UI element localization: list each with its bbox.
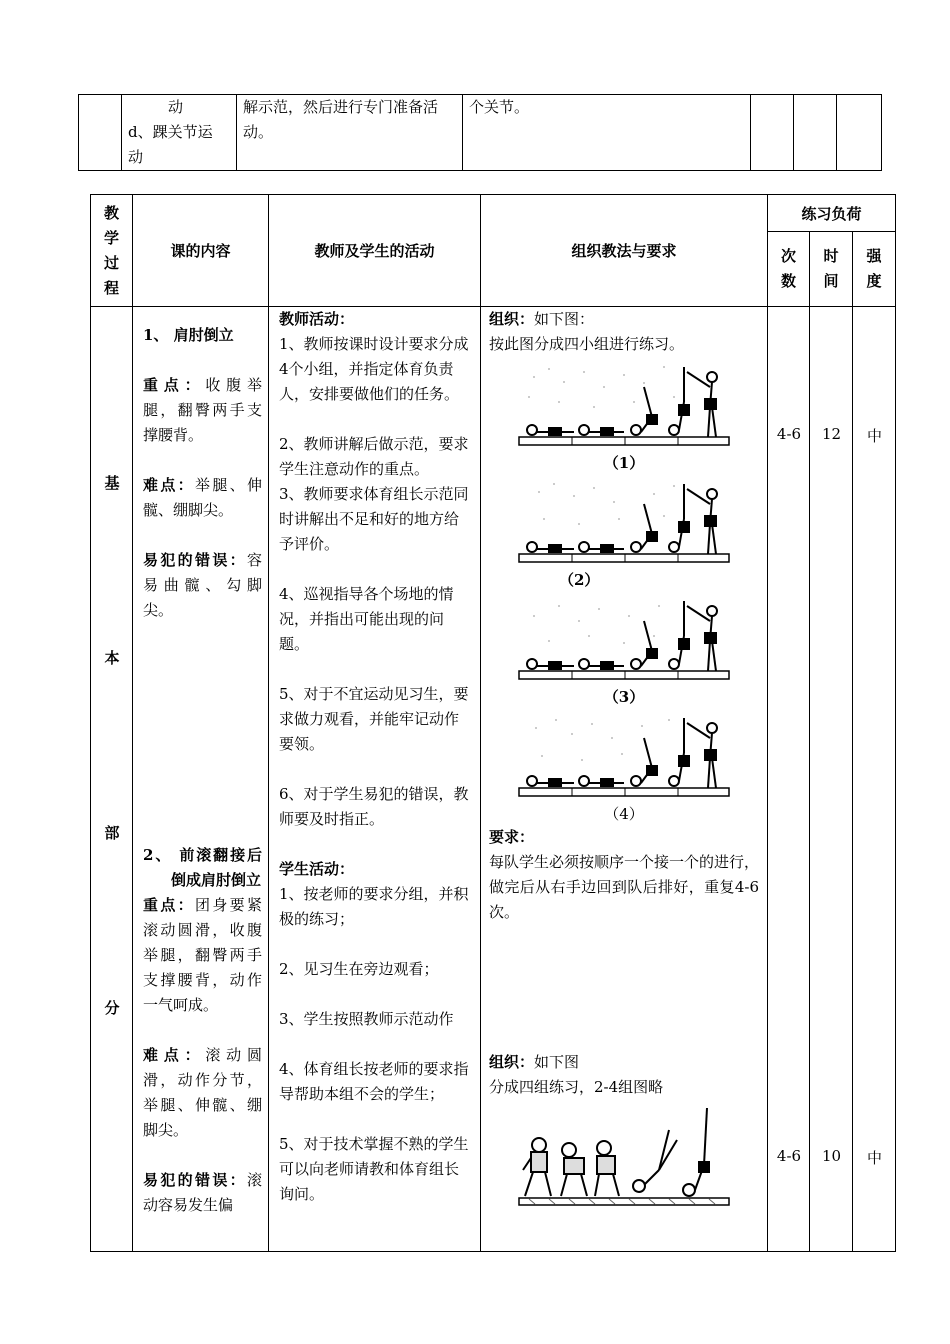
top-activity-line: 动。 — [243, 123, 274, 141]
header-activity: 教师及学生的活动 — [269, 195, 481, 307]
stage-char: 部 — [104, 824, 120, 842]
intensity-cell — [853, 307, 896, 1252]
top-method-cell — [463, 95, 751, 171]
times-value: 4-6 — [776, 425, 802, 443]
org1-line2: 按此图分成四小组进行练习。 — [489, 335, 685, 353]
shoulder-stand-figure-2 — [504, 474, 744, 569]
intensity-value: 中 — [866, 1149, 882, 1167]
duration-cell — [810, 307, 853, 1252]
method-cell — [481, 307, 768, 1252]
content-cell — [133, 307, 269, 1252]
shoulder-stand-figure-4 — [504, 708, 744, 803]
teacher-label: 教师活动： — [279, 310, 355, 328]
item1-difficulty: 难点：举腿、伸髋、绷脚尖。 — [143, 476, 262, 519]
top-stage-cell — [79, 95, 122, 171]
item1-title: 1、 肩肘倒立 — [143, 326, 234, 344]
activity-cell — [269, 307, 481, 1252]
requirement-label: 要求： — [489, 828, 535, 846]
duration-value: 12 — [821, 425, 842, 443]
top-activity-cell — [237, 95, 463, 171]
times-cell — [768, 307, 810, 1252]
teacher-item: 3、教师要求体育组长示范同时讲解出不足和好的地方给予评价。 — [279, 485, 469, 553]
student-item: 3、学生按照教师示范动作 — [279, 1010, 454, 1028]
teacher-item: 6、对于学生易犯的错误，教师要及时指正。 — [279, 785, 469, 828]
top-table — [78, 94, 882, 171]
stage-char: 基 — [104, 474, 120, 492]
student-item: 4、体育组长按老师的要求指导帮助本组不会的学生； — [279, 1060, 469, 1103]
org2-line2: 分成四组练习，2-4组图略 — [489, 1078, 664, 1096]
item2-difficulty: 难点：滚动圆滑，动作分节，举腿、伸髋、绷脚尖。 — [143, 1046, 262, 1139]
top-content-line: 动 — [128, 148, 144, 166]
item2-key: 重点：团身要紧滚动圆滑，收腹举腿，翻臀两手支撑腰背，动作一气呵成。 — [143, 896, 262, 1014]
item1-key: 重点：收腹举腿，翻臀两手支撑腰背。 — [143, 376, 262, 444]
header-load: 练习负荷 — [768, 195, 896, 232]
figure-caption: （1） — [603, 454, 645, 472]
teacher-item: 4、巡视指导各个场地的情况，并指出可能出现的问题。 — [279, 585, 454, 653]
student-item: 5、对于技术掌握不熟的学生可以向老师请教和体育组长询问。 — [279, 1135, 469, 1203]
requirement-text: 每队学生必须按顺序一个接一个的进行，做完后从右手边回到队后排好，重复4-6次。 — [489, 853, 760, 921]
item2-errors: 易犯的错误：滚动容易发生偏 — [143, 1171, 262, 1214]
item1-errors: 易犯的错误：容易曲髋、勾脚尖。 — [143, 551, 262, 619]
stage-cell — [91, 307, 133, 1252]
teacher-item: 5、对于不宜运动见习生，要求做力观看，并能牢记动作要领。 — [279, 685, 469, 753]
top-times-cell — [751, 95, 794, 171]
student-item: 2、见习生在旁边观看； — [279, 960, 439, 978]
org2: 组织：如下图 — [489, 1053, 580, 1071]
duration-value: 10 — [821, 1147, 842, 1165]
top-content-line: d、踝关节运 — [128, 123, 213, 141]
item2-title: 2、 前滚翻接后倒成肩肘倒立 — [143, 846, 262, 889]
top-duration-cell — [794, 95, 837, 171]
top-activity-line: 解示范，然后进行专门准备活 — [243, 98, 439, 116]
figure-caption: （4） — [604, 805, 644, 823]
stage-char: 本 — [104, 649, 120, 667]
top-intensity-cell — [837, 95, 882, 171]
header-times: 次数 — [768, 232, 810, 307]
shoulder-stand-figure-1 — [504, 357, 744, 452]
figure-caption: （2） — [559, 571, 600, 589]
shoulder-stand-figure-3 — [504, 591, 744, 686]
stage-char: 分 — [104, 999, 120, 1017]
top-content-line: 动 — [168, 98, 184, 116]
header-stage: 教学过程 — [91, 195, 133, 307]
intensity-value: 中 — [866, 427, 882, 445]
header-method: 组织教法与要求 — [481, 195, 768, 307]
teacher-item: 1、教师按课时设计要求分成4个小组，并指定体育负责人，安排要做他们的任务。 — [279, 335, 469, 403]
figure-caption: （3） — [603, 688, 645, 706]
student-item: 1、按老师的要求分组，并积极的练习； — [279, 885, 469, 928]
top-content-cell — [122, 95, 237, 171]
header-duration: 时间 — [810, 232, 853, 307]
times-value: 4-6 — [776, 1147, 802, 1165]
forward-roll-figure — [509, 1100, 739, 1210]
teacher-item: 2、教师讲解后做示范，要求学生注意动作的重点。 — [279, 435, 469, 478]
header-content: 课的内容 — [133, 195, 269, 307]
org1: 组织：如下图： — [489, 310, 595, 328]
student-label: 学生活动： — [279, 860, 355, 878]
top-method-text: 个关节。 — [469, 98, 530, 116]
header-intensity: 强度 — [853, 232, 896, 307]
lesson-plan-table — [90, 194, 896, 1252]
